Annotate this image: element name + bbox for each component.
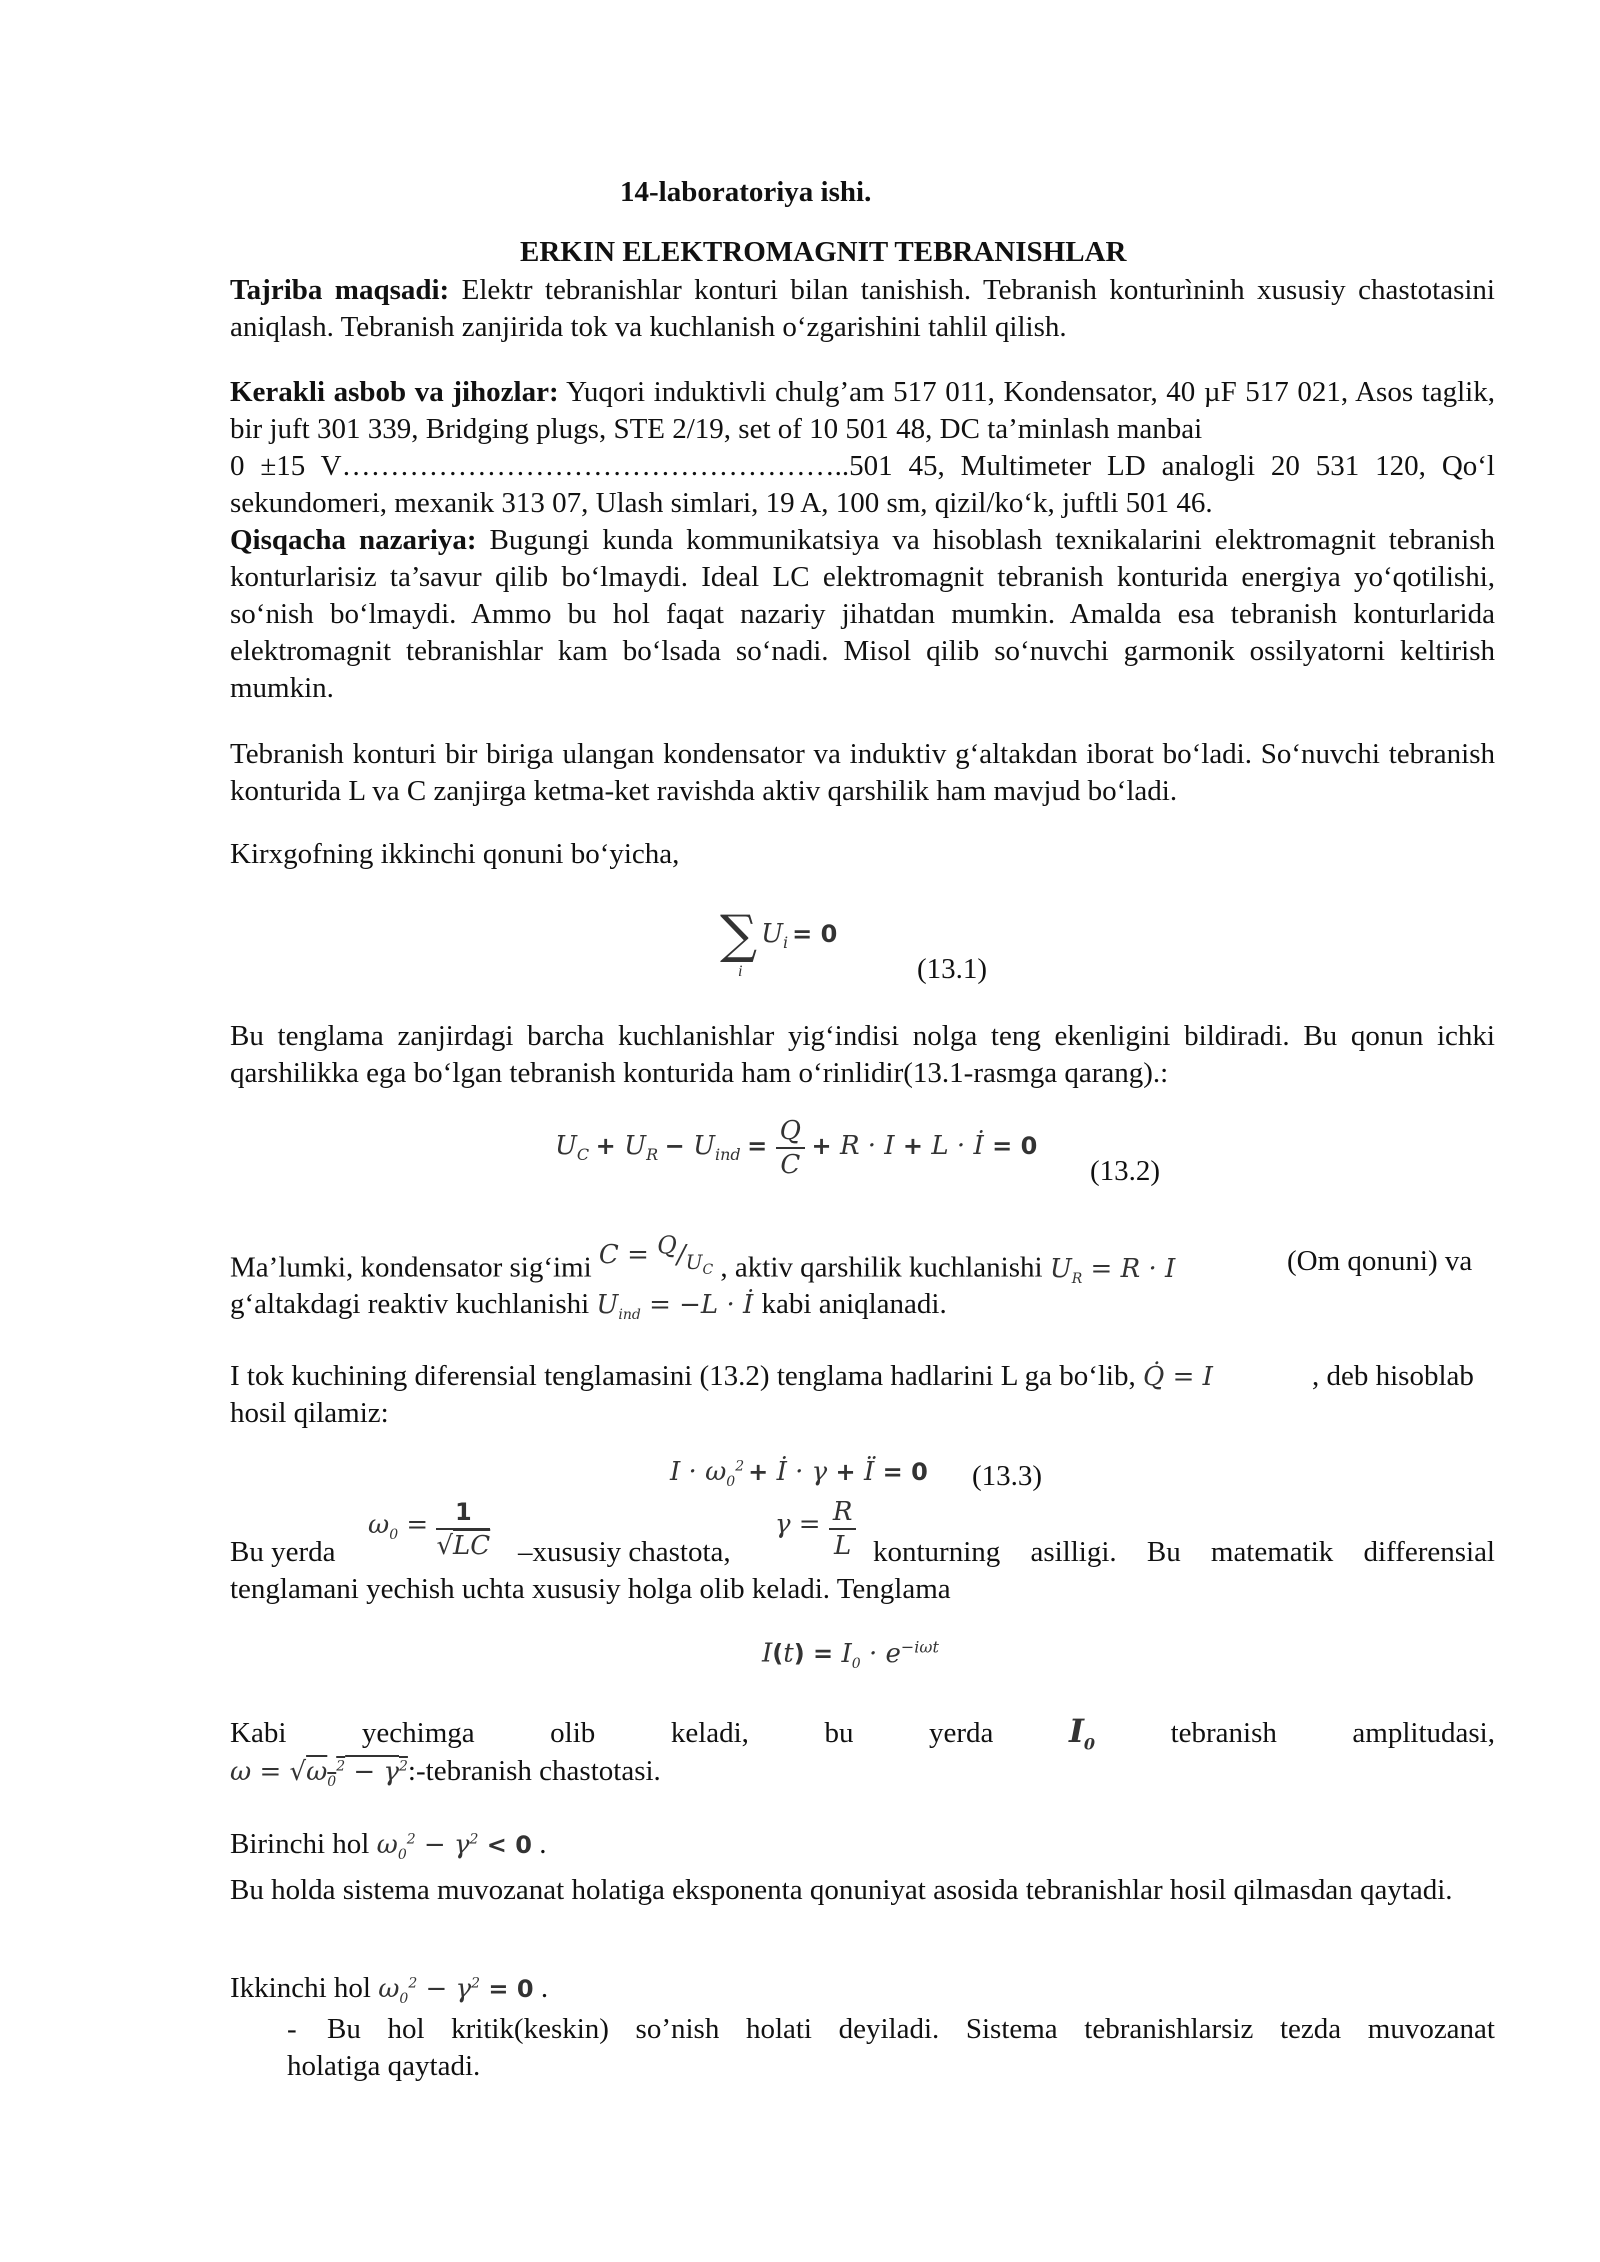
equipment-label: Kerakli asbob va jihozlar: bbox=[230, 376, 559, 408]
eq1-paragraph bbox=[230, 1018, 1495, 1092]
bullet-text-1: Bu hol kritik(keskin) so’nish holati deyiladi. Sistema tebranishlarsiz tezda muvozanat bbox=[327, 2013, 1495, 2045]
known-text-e: kabi aniqlanadi. bbox=[761, 1288, 947, 1320]
equipment-paragraph bbox=[230, 374, 1495, 522]
solution-line bbox=[230, 1712, 1495, 1753]
case2-label: Ikkinchi hol bbox=[230, 1972, 371, 2004]
sol-word-7: tebranish bbox=[1170, 1717, 1277, 1749]
known-text-b: , aktiv qarshilik kuchlanishi bbox=[720, 1251, 1043, 1284]
amplitude-symbol: $I_0$ bbox=[1068, 1712, 1096, 1754]
sol-word-4: keladi, bbox=[670, 1717, 749, 1749]
known-line-2: g‘altakdagi reaktiv kuchlanishi $U_{ind} = -L$ · İ kabi aniqlanadi. bbox=[230, 1288, 947, 1324]
sol-word-3: olib bbox=[550, 1717, 596, 1749]
case1-text: Bu holda sistema muvozanat holatiga eksponenta qonuniyat asosida tebranishlar hosil qilmasdan qaytadi. bbox=[230, 1874, 1453, 1906]
sol-word-6: yerda bbox=[929, 1717, 994, 1749]
sol-word-1: Kabi bbox=[230, 1717, 287, 1749]
kirchhoff-text: Kirxgofning ikkinchi qonuni bo‘yicha, bbox=[230, 838, 680, 870]
diff-line-1: I tok kuchining diferensial tenglamasini (13.2) tenglama hadlarini L ga bo‘lib, Q̇ = I bbox=[230, 1360, 1213, 1392]
case2-period: . bbox=[540, 1972, 549, 2004]
case2-line: Ikkinchi hol $\omega_0^2 - \gamma^2 = 0$ . bbox=[230, 1972, 549, 2008]
here-text-a: Bu yerda bbox=[230, 1536, 336, 1568]
eq3-number: (13.3) bbox=[972, 1460, 1043, 1492]
equipment-text-2: 0 ±15 V……………………………………………..501 45, Multimeter LD analogli 20 531 120, Qo‘l sekundomeri, mexanik 313 07, Ulash simlari, 19 A, 100 sm, qizil/ko‘k, juftli 501 46. bbox=[230, 450, 1495, 519]
theory-label: Qisqacha nazariya: bbox=[230, 524, 477, 556]
case1-line: Birinchi hol $\omega_0^2 - \gamma^2 < 0$ . bbox=[230, 1828, 547, 1864]
equation-13-1: ∑ $U_i = 0$ i bbox=[720, 905, 838, 980]
case1-paragraph bbox=[230, 1872, 1495, 1909]
diff-text-a: I tok kuchining diferensial tenglamasini (13.2) tenglama hadlarini L ga bo‘lib, bbox=[230, 1360, 1136, 1392]
diff-text-b: , deb hisoblab bbox=[1312, 1360, 1474, 1392]
equation-13-3: $I \cdot \omega_0^2$ + İ · γ + Ï = 0 bbox=[670, 1457, 928, 1491]
here-text-c: konturning asilligi. Bu matematik differensial bbox=[873, 1536, 1495, 1568]
equation-13-2: $U_C + U_R - U_{ind}$ = $\frac{Q}{C}$ + R · I + L · İ = 0 bbox=[555, 1116, 1038, 1180]
sol-word-2: yechimga bbox=[361, 1717, 475, 1749]
diff-text-c: hosil qilamiz: bbox=[230, 1397, 389, 1429]
lab-title: 14-laboratoriya ishi. bbox=[620, 176, 872, 208]
here-text-b: –xususiy chastota, bbox=[518, 1536, 731, 1568]
sum-symbol: ∑ bbox=[720, 905, 758, 965]
here-text-d: tenglamani yechish uchta xususiy holga olib keladi. Tenglama bbox=[230, 1573, 951, 1605]
theory-paragraph bbox=[230, 522, 1495, 707]
bullet-dash: - bbox=[287, 2013, 297, 2045]
aim-text: Elektr tebranishlar konturi bilan tanishish. Tebranish konturìninh xususiy chastotasini aniqlash. Tebranish zanjirida tok va kuchlanish o‘zgarishini tahlil qilish. bbox=[230, 274, 1495, 343]
known-text-a: Ma’lumki, kondensator sig‘imi bbox=[230, 1251, 592, 1284]
gamma-formula: γ = $\frac{R}{L}$ bbox=[775, 1496, 856, 1562]
known-text-d: g‘altakdagi reaktiv kuchlanishi bbox=[230, 1288, 590, 1320]
solution-formula: $I(t) = I_0 \cdot e^{-i\omega t}$ bbox=[762, 1637, 939, 1672]
theory-text: Bugungi kunda kommunikatsiya va hisoblash texnikalarini elektromagnit tebranish konturlarisiz ta’savur qilib bo‘lmaydi. Ideal LC elektromagnit tebranish konturida energiya yo‘qotilishi, so‘nish bo‘lmaydi. Ammo bu hol faqat nazariy jihatdan mumkin. Amalda esa tebranish konturlarida elektromagnit tebranishlar kam bo‘lsada so‘nadi. Misol qilib so‘nuvchi garmonik ossilyatorni keltirish mumkin. bbox=[230, 524, 1495, 704]
sol-word-8: amplitudasi, bbox=[1352, 1717, 1495, 1749]
eq1-text: Bu tenglama zanjirdagi barcha kuchlanishlar yig‘indisi nolga teng ekenligini bildiradi. Bu qonun ichki qarshilikka ega bo‘lgan tebranish konturida ham o‘rinlidir(13.1-rasmga qarang).: bbox=[230, 1020, 1495, 1089]
case1-period: . bbox=[539, 1828, 547, 1860]
aim-label: Tajriba maqsadi: bbox=[230, 274, 450, 306]
eq1-number: (13.1) bbox=[917, 953, 988, 985]
known-line-1: Ma’lumki, kondensator sig‘imi $C = ^Q/_{U_C}$ , aktiv qarshilik kuchlanishi $U_R = R \cdot I$ bbox=[230, 1231, 1176, 1287]
omega0-formula: $\omega_0$ = $\frac{1}{√LC}$ bbox=[368, 1498, 491, 1561]
omega-line: $\omega = √\omega_0^2$ − $\gamma^2$:-tebranish chastotasi. bbox=[230, 1755, 661, 1791]
aim-paragraph bbox=[230, 272, 1495, 346]
circuit-text: Tebranish konturi bir biriga ulangan kondensator va induktiv g‘altakdan iborat bo‘ladi. So‘nuvchi tebranish konturida L va C zanjirga ketma-ket ravishda aktiv qarshilik ham mavjud bo‘ladi. bbox=[230, 738, 1495, 807]
sol-word-9: :-tebranish chastotasi. bbox=[407, 1755, 661, 1787]
known-text-c: (Om qonuni) va bbox=[1287, 1245, 1473, 1277]
case1-label: Birinchi hol bbox=[230, 1828, 370, 1860]
circuit-paragraph bbox=[230, 736, 1495, 810]
eq2-number: (13.2) bbox=[1090, 1155, 1161, 1187]
main-title: ERKIN ELEKTROMAGNIT TEBRANISHLAR bbox=[520, 236, 1127, 268]
bullet-text-2: holatiga qaytadi. bbox=[287, 2050, 481, 2082]
sol-word-5: bu bbox=[824, 1717, 854, 1749]
equipment-text-1: Yuqori induktivli chulg’am 517 011, Kondensator, 40 µF 517 021, Asos taglik, bir juft 301 339, Bridging plugs, STE 2/19, set of 10 501 48, DC ta’minlash manbai bbox=[230, 376, 1495, 445]
sum-index: i bbox=[738, 963, 743, 980]
